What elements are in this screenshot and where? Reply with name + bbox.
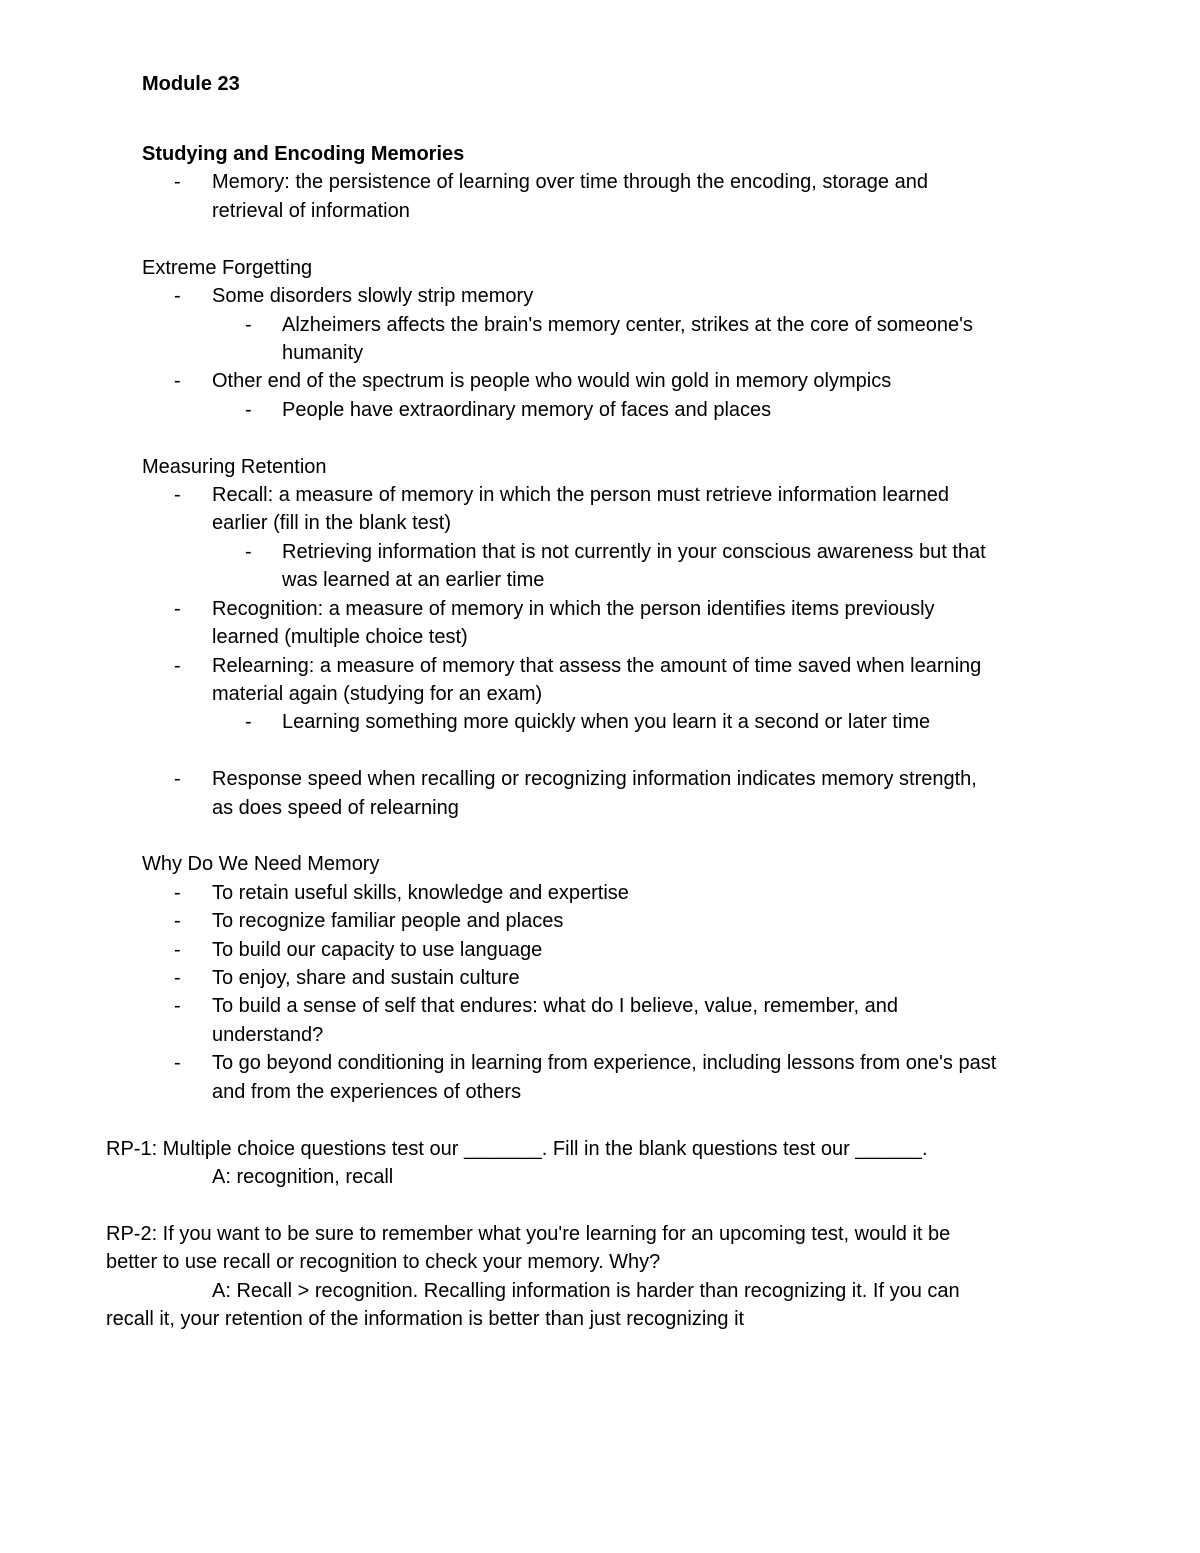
section-heading-forgetting: Extreme Forgetting — [142, 257, 313, 279]
list-item-text: To build a sense of self that endures: what do I believe, value, remember, and — [212, 995, 898, 1017]
rp2-question-line2: better to use recall or recognition to check your memory. Why? — [106, 1251, 661, 1273]
bullet-dash: - — [174, 939, 181, 961]
list-item-text: humanity — [282, 342, 364, 364]
bullet-dash: - — [245, 541, 252, 563]
list-item-text: Alzheimers affects the brain's memory center, strikes at the core of someone's — [282, 314, 973, 336]
bullet-dash: - — [174, 484, 181, 506]
list-item-text: To build our capacity to use language — [212, 939, 543, 961]
section-heading-why-memory: Why Do We Need Memory — [142, 853, 380, 875]
list-item-text: Learning something more quickly when you learn it a second or later time — [282, 711, 931, 733]
bullet-dash: - — [174, 171, 181, 193]
list-item-text: To go beyond conditioning in learning from experience, including lessons from one's past — [212, 1052, 997, 1074]
bullet-dash: - — [245, 314, 252, 336]
list-item-text: Some disorders slowly strip memory — [212, 285, 534, 307]
list-item-text: retrieval of information — [212, 200, 410, 222]
bullet-dash: - — [174, 882, 181, 904]
list-item-text: To recognize familiar people and places — [212, 910, 564, 932]
list-item-text: earlier (fill in the blank test) — [212, 512, 451, 534]
section-heading-retention: Measuring Retention — [142, 456, 327, 478]
bullet-dash: - — [174, 1052, 181, 1074]
list-item-text: People have extraordinary memory of faces and places — [282, 399, 772, 421]
module-title: Module 23 — [142, 73, 240, 95]
list-item-text: Retrieving information that is not currently in your conscious awareness but that — [282, 541, 986, 563]
bullet-dash: - — [245, 711, 252, 733]
bullet-dash: - — [174, 910, 181, 932]
list-item-text: Recognition: a measure of memory in which the person identifies items previously — [212, 598, 935, 620]
rp1-question: RP-1: Multiple choice questions test our _______. Fill in the blank questions test our ______. — [106, 1138, 928, 1160]
bullet-dash: - — [245, 399, 252, 421]
list-item-text: Response speed when recalling or recognizing information indicates memory strength, — [212, 768, 977, 790]
rp2-answer-line2: recall it, your retention of the information is better than just recognizing it — [106, 1308, 745, 1330]
rp2-question-line1: RP-2: If you want to be sure to remember what you're learning for an upcoming test, would it be — [106, 1223, 951, 1245]
list-item-text: Recall: a measure of memory in which the person must retrieve information learned — [212, 484, 949, 506]
bullet-dash: - — [174, 967, 181, 989]
bullet-dash: - — [174, 370, 181, 392]
bullet-dash: - — [174, 768, 181, 790]
list-item-text: and from the experiences of others — [212, 1081, 522, 1103]
list-item-text: material again (studying for an exam) — [212, 683, 543, 705]
section-heading-studying: Studying and Encoding Memories — [142, 143, 465, 165]
list-item-text: Memory: the persistence of learning over time through the encoding, storage and — [212, 171, 928, 193]
bullet-dash: - — [174, 995, 181, 1017]
bullet-dash: - — [174, 285, 181, 307]
list-item-text: Other end of the spectrum is people who would win gold in memory olympics — [212, 370, 892, 392]
bullet-dash: - — [174, 655, 181, 677]
list-item-text: understand? — [212, 1024, 324, 1046]
list-item-text: To enjoy, share and sustain culture — [212, 967, 520, 989]
list-item-text: Relearning: a measure of memory that assess the amount of time saved when learning — [212, 655, 982, 677]
list-item-text: learned (multiple choice test) — [212, 626, 468, 648]
rp2-answer-line1: A: Recall > recognition. Recalling information is harder than recognizing it. If you can — [212, 1280, 960, 1302]
list-item-text: was learned at an earlier time — [282, 569, 545, 591]
list-item-text: To retain useful skills, knowledge and expertise — [212, 882, 629, 904]
list-item-text: as does speed of relearning — [212, 797, 459, 819]
rp1-answer: A: recognition, recall — [212, 1166, 394, 1188]
bullet-dash: - — [174, 598, 181, 620]
